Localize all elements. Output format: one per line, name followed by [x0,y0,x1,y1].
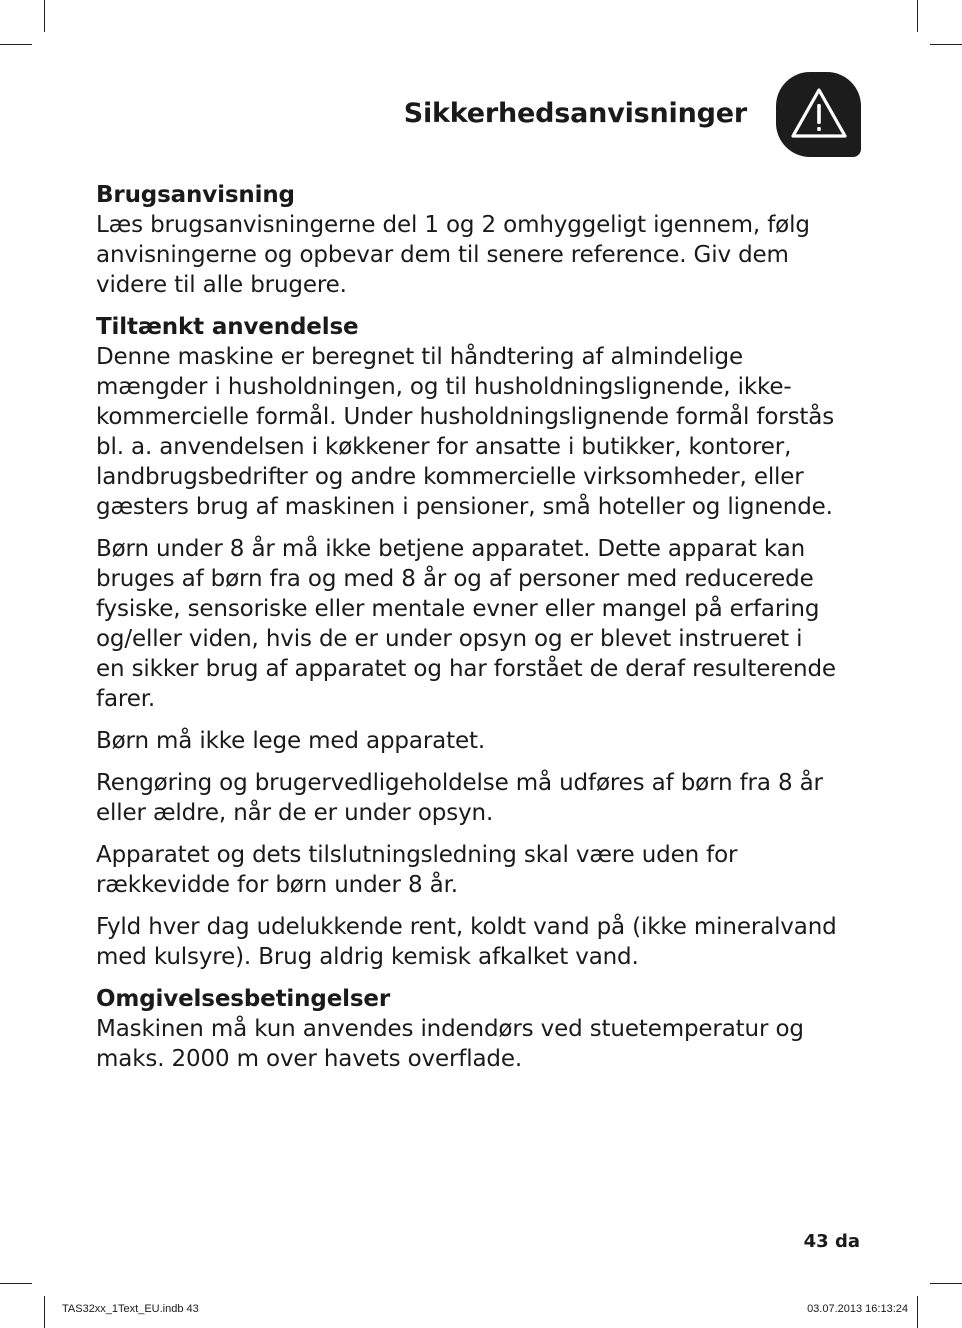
paragraph-line: en sikker brug af apparatet og har forstået de deraf resulterende [96,656,836,682]
section-omgivelsesbetingelser [96,984,866,1074]
page-title: Sikkerhedsanvisninger [403,98,747,129]
section-heading-tiltaenkt-anvendelse: Tiltænkt anvendelse [96,314,359,340]
paragraph-line: eller ældre, når de er under opsyn. [96,800,494,826]
paragraph-line: med kulsyre). Brug aldrig kemisk afkalket vand. [96,944,639,970]
paragraph-line: og/eller viden, hvis de er under opsyn og er blevet instrueret i [96,626,803,652]
paragraph-line: Apparatet og dets tilslutningsledning skal være uden for [96,842,738,868]
paragraph-line: Børn under 8 år må ikke betjene apparatet. Dette apparat kan [96,536,806,562]
paragraph-line: maks. 2000 m over havets overflade. [96,1046,523,1072]
paragraph-line: Maskinen må kun anvendes indendørs ved stuetemperatur og [96,1016,804,1042]
paragraph-line: rækkevidde for børn under 8 år. [96,872,458,898]
document-body [96,180,866,1086]
paragraph-line: gæsters brug af maskinen i pensioner, små hoteller og lignende. [96,494,833,520]
crop-mark-top-right-v [917,0,918,32]
page-number: 43 da [803,1231,860,1252]
paragraph-line: landbrugsbedrifter og andre kommercielle virksomheder, eller [96,464,804,490]
paragraph-line: bl. a. anvendelsen i køkkener for ansatte i butikker, kontorer, [96,434,792,460]
print-file-info: TAS32xx_1Text_EU.indb 43 [62,1303,199,1315]
crop-mark-top-left-h [0,44,32,45]
paragraph-line: Denne maskine er beregnet til håndtering af almindelige [96,344,743,370]
paragraph-line: bruges af børn fra og med 8 år og af personer med reducerede [96,566,814,592]
paragraph-line: farer. [96,686,156,712]
print-date-info: 03.07.2013 16:13:24 [807,1303,908,1315]
crop-mark-top-left-v [44,0,45,32]
crop-mark-bottom-left-v [44,1296,45,1328]
paragraph-line: mængder i husholdningen, og til husholdningslignende, ikke- [96,374,792,400]
warning-badge [776,72,861,157]
section-tiltaenkt-anvendelse [96,312,866,522]
warning-triangle-icon [790,86,848,140]
paragraph-line: Læs brugsanvisningerne del 1 og 2 omhyggeligt igennem, følg [96,212,810,238]
paragraph-vand [96,912,866,972]
paragraph-line: fysiske, sensoriske eller mentale evner eller mangel på erfaring [96,596,820,622]
crop-mark-bottom-left-h [0,1283,32,1284]
paragraph-line: Børn må ikke lege med apparatet. [96,728,485,754]
section-heading-brugsanvisning: Brugsanvisning [96,182,295,208]
paragraph-line: kommercielle formål. Under husholdningslignende formål forstås [96,404,835,430]
crop-mark-bottom-right-h [930,1283,962,1284]
paragraph-rengoering [96,768,866,828]
section-brugsanvisning [96,180,866,300]
crop-mark-top-right-h [930,44,962,45]
paragraph-line: anvisningerne og opbevar dem til senere reference. Giv dem [96,242,789,268]
paragraph-ledning [96,840,866,900]
paragraph-line: videre til alle brugere. [96,272,347,298]
section-heading-omgivelsesbetingelser: Omgivelsesbetingelser [96,986,391,1012]
paragraph-boern [96,534,866,714]
paragraph-lege [96,726,866,756]
paragraph-line: Fyld hver dag udelukkende rent, koldt vand på (ikke mineralvand [96,914,837,940]
paragraph-line: Rengøring og brugervedligeholdelse må udføres af børn fra 8 år [96,770,823,796]
crop-mark-bottom-right-v [917,1296,918,1328]
